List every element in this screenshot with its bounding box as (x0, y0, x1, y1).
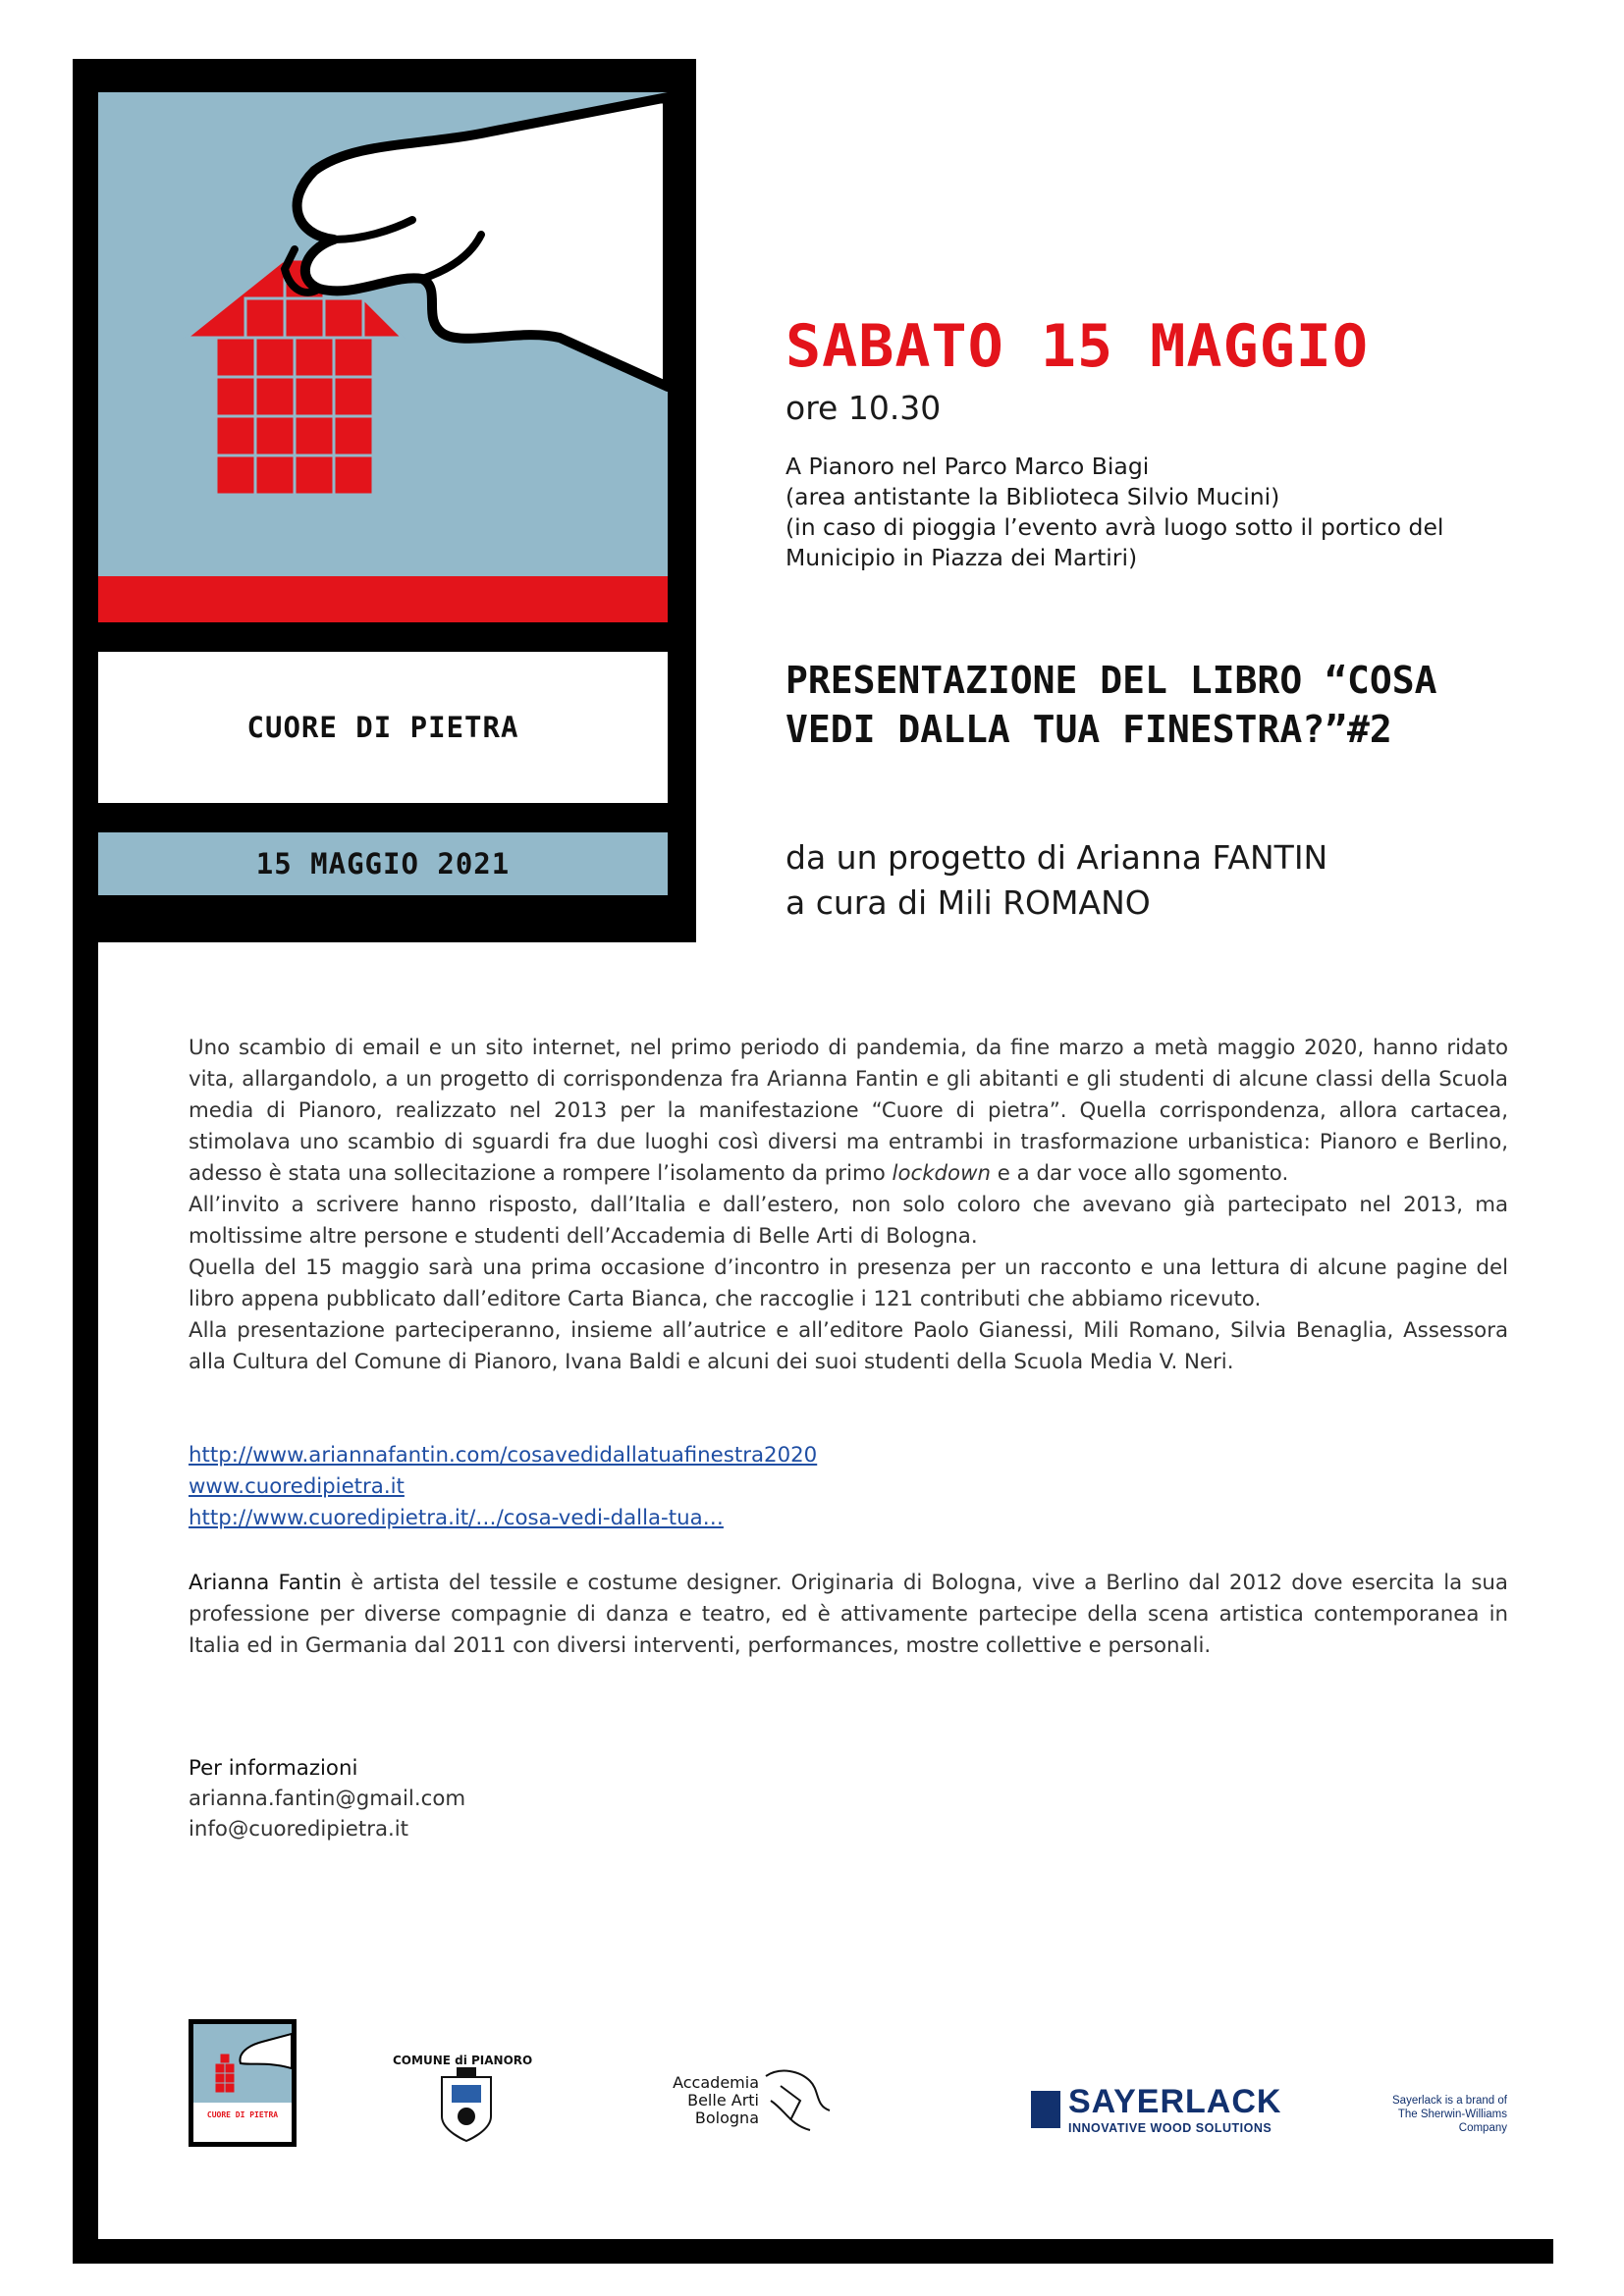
accademia-line: Bologna (694, 2109, 759, 2127)
event-date: SABATO 15 MAGGIO (785, 312, 1369, 381)
cdp-logo-label: CUORE DI PIETRA (193, 2103, 292, 2142)
venue-line: (in caso di pioggia l’evento avrà luogo sotto il portico del (785, 513, 1444, 541)
event-time: ore 10.30 (785, 389, 942, 427)
poster-date: 15 MAGGIO 2021 (255, 847, 511, 881)
poster-title: CUORE DI PIETRA (246, 711, 519, 744)
info-email: arianna.fantin@gmail.com (189, 1787, 466, 1811)
sayerlack-name: SAYERLACK (1068, 2083, 1282, 2120)
emphasis: lockdown (892, 1161, 991, 1186)
paragraph: All’invito a scrivere hanno risposto, dall’Italia e dall’estero, non solo coloro che avevano già partecipato nel 2013, ma moltissime altre persone e studenti dell’Accademia di Belle Arti di Bologna. (189, 1193, 1508, 1249)
info-heading: Per informazioni (189, 1756, 358, 1781)
title-box (98, 652, 668, 803)
author-bio (189, 1568, 1508, 1662)
body-text (189, 1033, 1508, 1378)
sayerlack-tagline: INNOVATIVE WOOD SOLUTIONS (1068, 2121, 1272, 2135)
sayerlack-brand (1375, 2094, 1507, 2135)
date-box (98, 832, 668, 895)
frame-top (73, 59, 696, 92)
venue-line: (area antistante la Biblioteca Silvio Mucini) (785, 483, 1280, 510)
sayerlack-logo (1031, 2083, 1281, 2135)
paragraph-text: e a dar voce allo sgomento. (997, 1161, 1289, 1186)
comune-label: COMUNE di PIANORO (393, 2054, 533, 2067)
frame-separator (73, 803, 696, 832)
bio-text: è artista del tessile e costume designer. Originaria di Bologna, vive a Berlino dal 2012 dove esercita la sua professione per diverse compagnie di danza e teatro, ed è attivamente partecipe della scena artistica contemporanea in Italia ed in Germania dal 2011 con diversi interventi, performances, mostre collettive e personali. (189, 1571, 1508, 1658)
author-name: Arianna Fantin (189, 1571, 343, 1595)
venue-line: Municipio in Piazza dei Martiri) (785, 544, 1138, 571)
frame-bottom (73, 2239, 1553, 2264)
book-title: PRESENTAZIONE DEL LIBRO “COSA VEDI DALLA TUA FINESTRA?”#2 (785, 659, 1437, 751)
accademia-text (643, 2074, 759, 2127)
frame-panel-bottom (73, 895, 696, 942)
link-ariannafantin[interactable]: http://www.ariannafantin.com/cosavedidallatuafinestra2020 (189, 1443, 818, 1468)
links-list (189, 1440, 817, 1534)
accademia-line: Accademia (673, 2073, 759, 2092)
paragraph (189, 1033, 1508, 1190)
venue-line: A Pianoro nel Parco Marco Biagi (785, 453, 1150, 480)
hand-house-illustration (98, 92, 668, 622)
accademia-line: Belle Arti (687, 2091, 759, 2109)
info-block (189, 1753, 465, 1844)
sayerlack-mark-icon (1031, 2091, 1060, 2128)
link-cuoredipietra[interactable]: www.cuoredipietra.it (189, 1474, 405, 1499)
link-cuoredipietra-article[interactable]: http://www.cuoredipietra.it/…/cosa-vedi-dalla-tua… (189, 1506, 724, 1530)
paragraph: Quella del 15 maggio sarà una prima occasione d’incontro in presenza per un racconto e una lettura di alcune pagine del libro appena pubblicato dall’editore Carta Bianca, che raccoglie i 121 contributi che abbiamo ricevuto. (189, 1255, 1508, 1311)
credit-line: da un progetto di Arianna FANTIN (785, 838, 1328, 877)
info-email: info@cuoredipietra.it (189, 1817, 409, 1842)
event-venue (785, 452, 1443, 573)
brand-line: The Sherwin-Williams Company (1397, 2109, 1507, 2134)
frame-left (73, 59, 98, 2264)
credits (785, 835, 1327, 926)
cuore-di-pietra-logo (189, 2019, 297, 2147)
frame-separator (73, 622, 696, 652)
credit-line: a cura di Mili ROMANO (785, 883, 1151, 922)
paragraph-text: Uno scambio di email e un sito internet, nel primo periodo di pandemia, da fine marzo a metà maggio 2020, hanno ridato vita, allargandolo, a un progetto di corrispondenza fra Arianna Fantin e gli abitanti e gli studenti di alcune classi della Scuola media di Pianoro, realizzato nel 2013 per la manifestazione “Cuore di pietra”. Quella corrispondenza, allora cartacea, stimolava uno scambio di sguardi fra due luoghi così diversi ma entrambi in trasformazione urbanistica: Pianoro e Berlino, adesso è stata una sollecitazione a rompere l’isolamento da primo (189, 1036, 1508, 1186)
brand-line: Sayerlack is a brand of (1392, 2095, 1507, 2107)
paragraph: Alla presentazione parteciperanno, insieme all’autrice e all’editore Paolo Gianessi, Mili Romano, Silvia Benaglia, Assessora alla Cultura del Comune di Pianoro, Ivana Baldi e alcuni dei suoi studenti della Scuola Media V. Neri. (189, 1318, 1508, 1374)
